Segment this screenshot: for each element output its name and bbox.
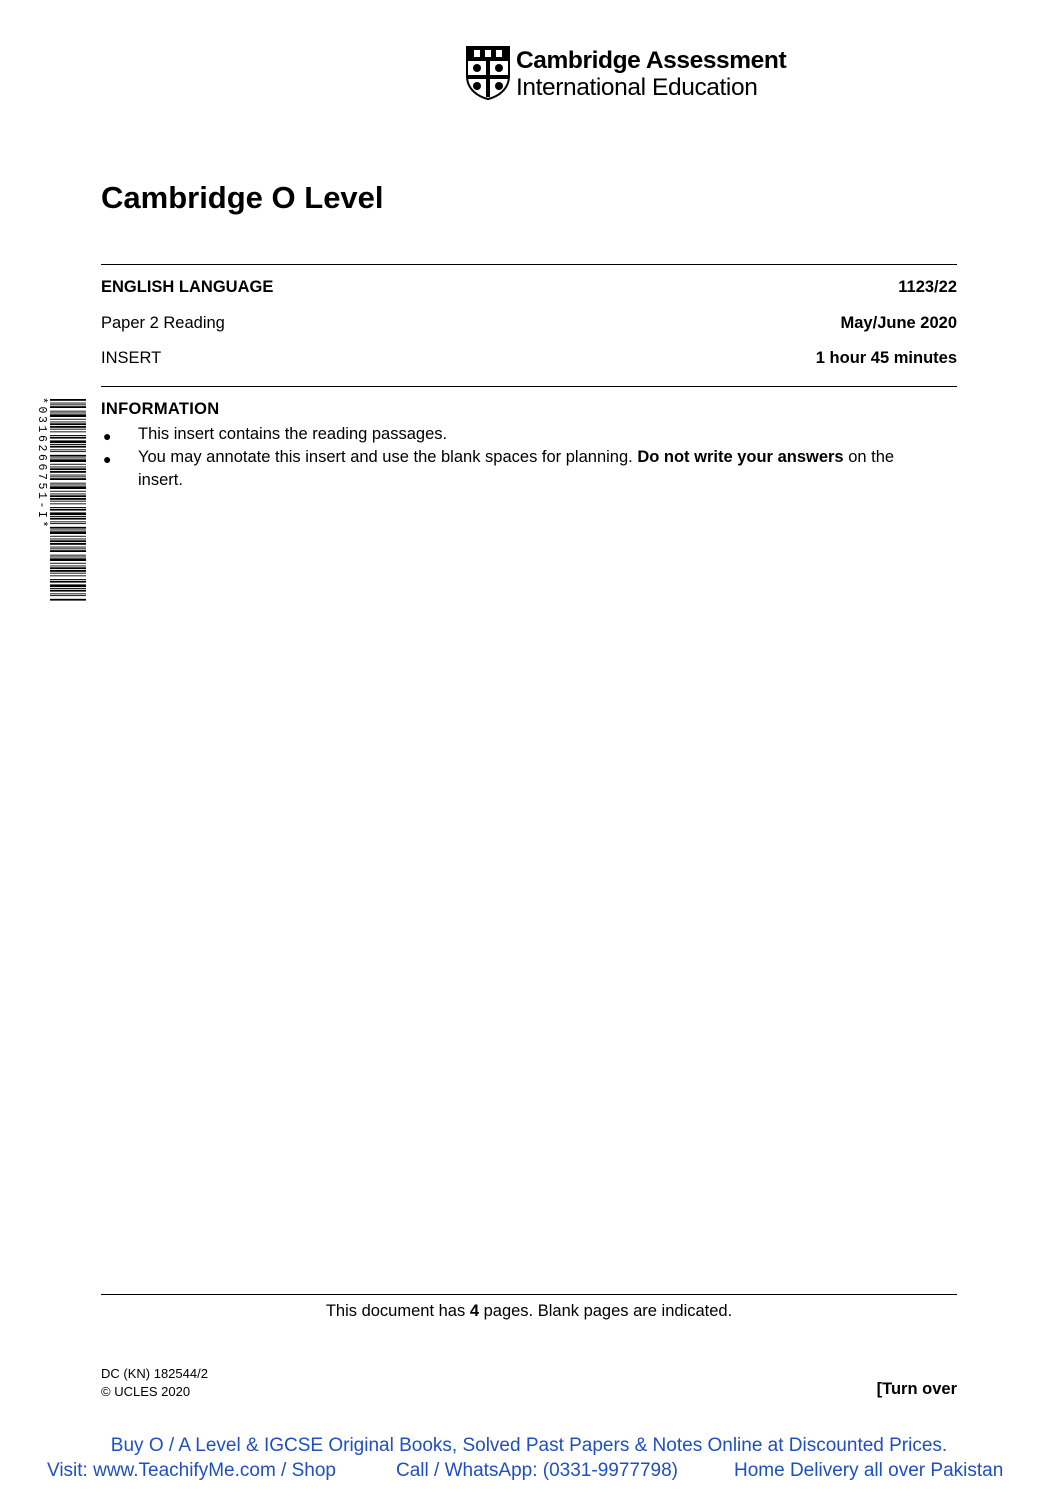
info-bullet-2-emphasis: Do not write your answers	[637, 448, 844, 466]
barcode-bar	[50, 588, 86, 589]
barcode-bar	[50, 557, 86, 558]
barcode-bar	[50, 459, 86, 462]
information-heading: INFORMATION	[101, 400, 220, 418]
barcode-text: *0316266751-I*	[35, 397, 48, 531]
paper-code: 1123/22	[898, 278, 957, 296]
logo-title: Cambridge Assessment	[516, 47, 787, 74]
barcode-bar	[50, 399, 86, 401]
barcode-bar	[50, 530, 86, 531]
cambridge-logo	[466, 46, 806, 104]
barcode-bar	[50, 414, 86, 417]
barcode-bar	[50, 449, 86, 450]
top-divider	[101, 264, 957, 265]
qualification-title: Cambridge O Level	[101, 180, 384, 215]
promo-visit-link[interactable]: Visit: www.TeachifyMe.com / Shop	[47, 1460, 336, 1481]
barcode-bar	[50, 501, 86, 502]
barcode-bar	[50, 476, 86, 477]
barcode-bar	[50, 468, 86, 470]
exam-session: May/June 2020	[840, 314, 957, 332]
logo-subtitle: International Education	[516, 74, 758, 101]
barcode-bar	[50, 595, 86, 596]
barcode-bar	[50, 523, 86, 524]
barcode-bar	[50, 429, 86, 430]
barcode-bar	[50, 485, 86, 486]
barcode-bar	[50, 478, 86, 480]
barcode-bar	[50, 498, 86, 500]
info-bullet-1: This insert contains the reading passages.	[138, 425, 448, 443]
barcode-bar	[50, 483, 86, 484]
barcode-bar	[50, 599, 86, 601]
type-row	[101, 349, 957, 371]
promo-delivery: Home Delivery all over Pakistan	[734, 1460, 1004, 1481]
barcode-bar	[50, 507, 86, 508]
promo-line: Buy O / A Level & IGCSE Original Books, Solved Past Papers & Notes Online at Discounted Prices.	[110, 1435, 948, 1456]
barcode-bar	[50, 471, 86, 473]
info-bullet-2	[138, 446, 960, 469]
barcode-bar	[50, 419, 86, 420]
page-count-text-end: pages. Blank pages are indicated.	[483, 1302, 733, 1320]
barcode-bar	[50, 437, 86, 439]
page-count-text: This document has	[325, 1302, 466, 1320]
barcode-bar	[50, 555, 86, 556]
barcode-bar	[50, 403, 86, 404]
turn-over-label: [Turn over	[876, 1380, 957, 1398]
barcode-bar	[50, 550, 86, 552]
barcode-bar	[50, 527, 86, 529]
barcode-bar	[50, 512, 86, 515]
barcode-bar	[50, 431, 86, 432]
barcode-bar	[50, 590, 86, 592]
promo-call: Call / WhatsApp: (0331-9977798)	[396, 1460, 678, 1481]
barcode-bar	[50, 593, 86, 594]
barcode-bar	[50, 464, 86, 465]
barcode-bar	[50, 486, 86, 489]
subject-name: ENGLISH LANGUAGE	[101, 278, 274, 296]
barcode-bar	[50, 536, 86, 537]
exam-duration: 1 hour 45 minutes	[815, 349, 957, 367]
barcode-bar	[50, 516, 86, 517]
barcode-bar	[50, 423, 86, 425]
barcode-bar	[50, 540, 86, 542]
barcode-bar	[50, 458, 86, 459]
info-bullet-2-text: You may annotate this insert and use the blank spaces for planning.	[138, 448, 633, 466]
barcode-bar	[50, 475, 86, 476]
barcode-bar	[50, 521, 86, 522]
barcode-bar	[50, 413, 86, 414]
barcode-bar	[50, 547, 86, 548]
barcode-bar	[50, 567, 86, 569]
barcode-bar	[50, 509, 86, 511]
page-count: 4	[469, 1302, 479, 1320]
barcode-bar	[50, 455, 86, 457]
barcode-bar	[50, 411, 86, 412]
barcode-bar	[50, 573, 86, 574]
barcode-bar	[50, 543, 86, 545]
barcode-bar	[50, 451, 86, 452]
barcode-bar	[50, 494, 86, 495]
barcode-bar	[50, 581, 86, 583]
barcode-bar	[50, 406, 86, 408]
barcode-bar	[50, 440, 86, 443]
barcode-bar	[50, 491, 86, 492]
page-count-note	[101, 1302, 957, 1321]
bullet-icon: ●	[103, 428, 112, 444]
barcode-bar	[50, 563, 86, 564]
barcode-bar	[50, 579, 86, 580]
footer-divider	[101, 1294, 957, 1295]
barcode-bar	[50, 435, 86, 436]
barcode-bar	[50, 584, 86, 587]
barcode-bar	[50, 404, 86, 405]
bullet-icon: ●	[103, 451, 112, 467]
paper-row	[101, 314, 957, 336]
copyright: © UCLES 2020	[101, 1384, 191, 1399]
barcode-bar	[50, 558, 86, 561]
document-reference: DC (KN) 182544/2	[101, 1366, 208, 1381]
middle-divider	[101, 386, 957, 387]
subject-row	[101, 278, 957, 300]
barcode-bar	[50, 426, 86, 428]
barcode-bar	[50, 575, 86, 576]
barcode-bar	[50, 503, 86, 504]
barcode-bar	[50, 548, 86, 549]
paper-name: Paper 2 Reading	[101, 314, 225, 332]
barcode-bar	[50, 539, 86, 540]
barcode-bar	[50, 444, 86, 445]
info-bullet-2-continued: insert.	[138, 471, 183, 489]
paper-type: INSERT	[101, 349, 162, 367]
barcode-bar	[50, 531, 86, 534]
barcode-bar	[50, 495, 86, 497]
info-bullet-2-text-end: on the	[848, 448, 895, 466]
barcode	[36, 397, 88, 601]
barcode-bar	[50, 446, 86, 448]
barcode-bar	[50, 518, 86, 520]
shield-crest-icon	[466, 46, 510, 100]
barcode-bar	[50, 422, 86, 423]
barcode-bar	[50, 566, 86, 567]
barcode-bar	[50, 467, 86, 468]
barcode-bar	[50, 570, 86, 572]
